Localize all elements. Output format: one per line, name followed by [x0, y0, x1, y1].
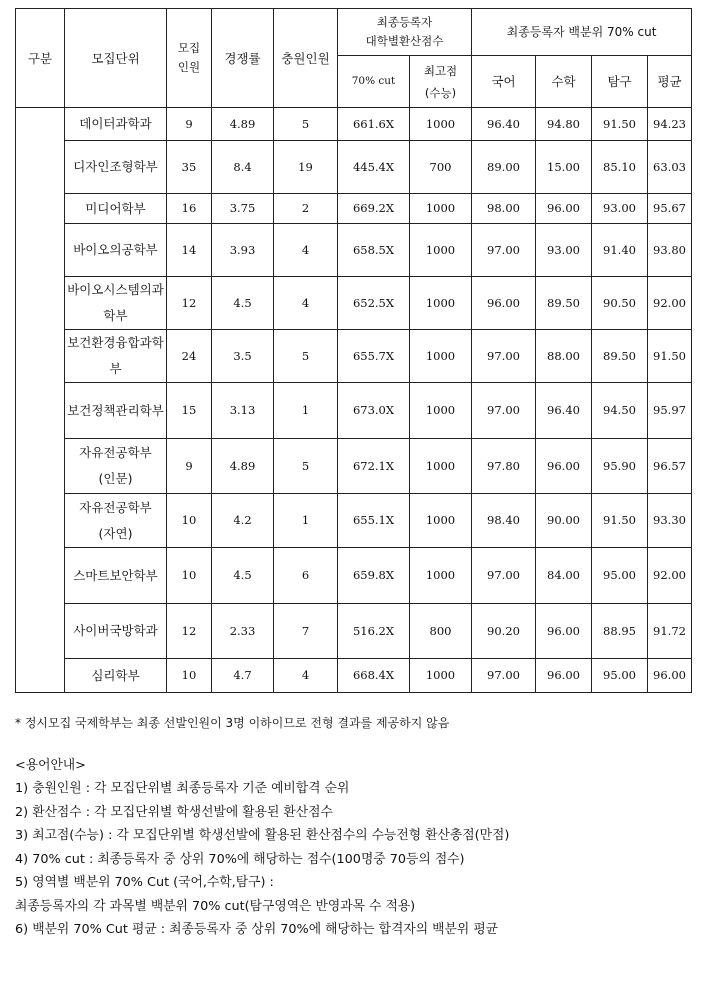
waitlist-cell: 19 — [274, 141, 338, 194]
header-korean: 국어 — [472, 56, 536, 108]
average-cell: 96.57 — [648, 439, 692, 494]
waitlist-cell: 1 — [274, 494, 338, 548]
table-row — [16, 439, 692, 494]
max-score-cell: 1000 — [410, 439, 472, 494]
math-cell: 96.00 — [536, 439, 592, 494]
math-cell: 96.40 — [536, 383, 592, 439]
waitlist-cell: 5 — [274, 108, 338, 141]
inquiry-cell: 95.00 — [592, 659, 648, 693]
footnote: * 정시모집 국제학부는 최종 선발인원이 3명 이하이므로 전형 결과를 제공하지 않음 — [15, 716, 450, 730]
glossary-item: 5) 영역별 백분위 70% Cut (국어,수학,탐구) : — [15, 875, 274, 890]
quota-cell: 35 — [167, 141, 212, 194]
inquiry-cell: 85.10 — [592, 141, 648, 194]
competition-cell: 3.5 — [212, 330, 274, 383]
competition-cell: 2.33 — [212, 604, 274, 659]
korean-cell: 97.00 — [472, 659, 536, 693]
waitlist-cell: 2 — [274, 194, 338, 224]
average-cell: 93.30 — [648, 494, 692, 548]
table-row — [16, 141, 692, 194]
competition-cell: 4.5 — [212, 548, 274, 604]
inquiry-cell: 88.95 — [592, 604, 648, 659]
unit-cell: 보건환경융합과학부 — [65, 330, 167, 383]
max-score-cell: 1000 — [410, 108, 472, 141]
table-row — [16, 224, 692, 277]
korean-cell: 90.20 — [472, 604, 536, 659]
korean-cell: 89.00 — [472, 141, 536, 194]
quota-cell: 15 — [167, 383, 212, 439]
table-row — [16, 330, 692, 383]
unit-cell: 사이버국방학과 — [65, 604, 167, 659]
math-cell: 90.00 — [536, 494, 592, 548]
glossary-title: <용어안내> — [15, 757, 86, 773]
math-cell: 88.00 — [536, 330, 592, 383]
table-row — [16, 604, 692, 659]
average-cell: 91.50 — [648, 330, 692, 383]
admission-results-table — [15, 8, 692, 693]
cut70-cell: 661.6X — [338, 108, 410, 141]
unit-cell: 미디어학부 — [65, 194, 167, 224]
average-cell: 95.67 — [648, 194, 692, 224]
math-cell: 89.50 — [536, 277, 592, 330]
competition-cell: 8.4 — [212, 141, 274, 194]
max-score-cell: 1000 — [410, 277, 472, 330]
max-score-cell: 1000 — [410, 330, 472, 383]
header-average: 평균 — [648, 56, 692, 108]
notes-section — [15, 712, 705, 942]
header-competition: 경쟁률 — [212, 9, 274, 108]
glossary-item: 3) 최고점(수능) : 각 모집단위별 학생선발에 활용된 환산점수의 수능전형 환산총점(만점) — [15, 828, 510, 843]
waitlist-cell: 4 — [274, 659, 338, 693]
average-cell: 95.97 — [648, 383, 692, 439]
competition-cell: 3.13 — [212, 383, 274, 439]
cut70-cell: 658.5X — [338, 224, 410, 277]
average-cell: 63.03 — [648, 141, 692, 194]
quota-cell: 9 — [167, 439, 212, 494]
quota-cell: 12 — [167, 277, 212, 330]
cut70-cell: 445.4X — [338, 141, 410, 194]
max-score-cell: 1000 — [410, 548, 472, 604]
average-cell: 93.80 — [648, 224, 692, 277]
table-row — [16, 277, 692, 330]
header-converted-score: 최종등록자 대학별환산점수 — [338, 9, 472, 56]
waitlist-cell: 4 — [274, 277, 338, 330]
korean-cell: 96.00 — [472, 277, 536, 330]
competition-cell: 4.89 — [212, 439, 274, 494]
max-score-cell: 1000 — [410, 383, 472, 439]
cut70-cell: 652.5X — [338, 277, 410, 330]
waitlist-cell: 1 — [274, 383, 338, 439]
average-cell: 91.72 — [648, 604, 692, 659]
cut70-cell: 673.0X — [338, 383, 410, 439]
korean-cell: 98.00 — [472, 194, 536, 224]
unit-cell: 보건정책관리학부 — [65, 383, 167, 439]
cut70-cell: 655.1X — [338, 494, 410, 548]
waitlist-cell: 7 — [274, 604, 338, 659]
glossary-item: 4) 70% cut : 최종등록자 중 상위 70%에 해당하는 점수(100명중 70등의 점수) — [15, 851, 465, 867]
unit-cell: 바이오시스템의과학부 — [65, 277, 167, 330]
inquiry-cell: 91.50 — [592, 494, 648, 548]
unit-cell: 심리학부 — [65, 659, 167, 693]
quota-cell: 10 — [167, 548, 212, 604]
glossary-item: 최종등록자의 각 과목별 백분위 70% cut(탐구영역은 반영과목 수 적용) — [15, 898, 416, 914]
korean-cell: 96.40 — [472, 108, 536, 141]
inquiry-cell: 90.50 — [592, 277, 648, 330]
math-cell: 15.00 — [536, 141, 592, 194]
header-unit: 모집단위 — [65, 9, 167, 108]
header-percentile-cut: 최종등록자 백분위 70% cut — [472, 9, 692, 56]
quota-cell: 24 — [167, 330, 212, 383]
waitlist-cell: 5 — [274, 439, 338, 494]
quota-cell: 12 — [167, 604, 212, 659]
quota-cell: 16 — [167, 194, 212, 224]
inquiry-cell: 94.50 — [592, 383, 648, 439]
math-cell: 96.00 — [536, 659, 592, 693]
max-score-cell: 1000 — [410, 194, 472, 224]
inquiry-cell: 91.50 — [592, 108, 648, 141]
math-cell: 96.00 — [536, 194, 592, 224]
cut70-cell: 655.7X — [338, 330, 410, 383]
inquiry-cell: 89.50 — [592, 330, 648, 383]
unit-cell: 데이터과학과 — [65, 108, 167, 141]
quota-cell: 10 — [167, 659, 212, 693]
inquiry-cell: 95.00 — [592, 548, 648, 604]
waitlist-cell: 5 — [274, 330, 338, 383]
inquiry-cell: 93.00 — [592, 194, 648, 224]
quota-cell: 10 — [167, 494, 212, 548]
average-cell: 96.00 — [648, 659, 692, 693]
header-quota: 모집 인원 — [167, 9, 212, 108]
korean-cell: 97.00 — [472, 548, 536, 604]
max-score-cell: 1000 — [410, 494, 472, 548]
glossary-item: 1) 충원인원 : 각 모집단위별 최종등록자 기준 예비합격 순위 — [15, 781, 350, 796]
waitlist-cell: 4 — [274, 224, 338, 277]
unit-cell: 디자인조형학부 — [65, 141, 167, 194]
inquiry-cell: 91.40 — [592, 224, 648, 277]
unit-cell: 바이오의공학부 — [65, 224, 167, 277]
category-cell — [16, 108, 65, 693]
header-cut70: 70% cut — [338, 56, 410, 108]
cut70-cell: 659.8X — [338, 548, 410, 604]
average-cell: 92.00 — [648, 548, 692, 604]
math-cell: 94.80 — [536, 108, 592, 141]
table-row — [16, 108, 692, 141]
competition-cell: 4.7 — [212, 659, 274, 693]
korean-cell: 97.80 — [472, 439, 536, 494]
korean-cell: 98.40 — [472, 494, 536, 548]
math-cell: 96.00 — [536, 604, 592, 659]
header-max-score: 최고점 (수능) — [410, 56, 472, 108]
unit-cell: 스마트보안학부 — [65, 548, 167, 604]
max-score-cell: 700 — [410, 141, 472, 194]
competition-cell: 4.5 — [212, 277, 274, 330]
table-body — [16, 108, 692, 693]
quota-cell: 9 — [167, 108, 212, 141]
glossary-item: 6) 백분위 70% Cut 평균 : 최종등록자 중 상위 70%에 해당하는 합격자의 백분위 평균 — [15, 922, 499, 937]
table-row — [16, 494, 692, 548]
table-row — [16, 383, 692, 439]
cut70-cell: 672.1X — [338, 439, 410, 494]
average-cell: 94.23 — [648, 108, 692, 141]
table-row — [16, 659, 692, 693]
header-waitlist: 충원인원 — [274, 9, 338, 108]
max-score-cell: 1000 — [410, 224, 472, 277]
average-cell: 92.00 — [648, 277, 692, 330]
waitlist-cell: 6 — [274, 548, 338, 604]
math-cell: 93.00 — [536, 224, 592, 277]
glossary-item: 2) 환산점수 : 각 모집단위별 학생선발에 활용된 환산점수 — [15, 804, 333, 820]
competition-cell: 4.89 — [212, 108, 274, 141]
table-row — [16, 194, 692, 224]
max-score-cell: 800 — [410, 604, 472, 659]
competition-cell: 3.75 — [212, 194, 274, 224]
unit-cell: 자유전공학부 (인문) — [65, 439, 167, 494]
competition-cell: 3.93 — [212, 224, 274, 277]
unit-cell: 자유전공학부 (자연) — [65, 494, 167, 548]
quota-cell: 14 — [167, 224, 212, 277]
table-row — [16, 548, 692, 604]
max-score-cell: 1000 — [410, 659, 472, 693]
korean-cell: 97.00 — [472, 330, 536, 383]
competition-cell: 4.2 — [212, 494, 274, 548]
header-category: 구분 — [16, 9, 65, 108]
inquiry-cell: 95.90 — [592, 439, 648, 494]
cut70-cell: 668.4X — [338, 659, 410, 693]
korean-cell: 97.00 — [472, 383, 536, 439]
cut70-cell: 516.2X — [338, 604, 410, 659]
header-math: 수학 — [536, 56, 592, 108]
korean-cell: 97.00 — [472, 224, 536, 277]
math-cell: 84.00 — [536, 548, 592, 604]
cut70-cell: 669.2X — [338, 194, 410, 224]
header-inquiry: 탐구 — [592, 56, 648, 108]
